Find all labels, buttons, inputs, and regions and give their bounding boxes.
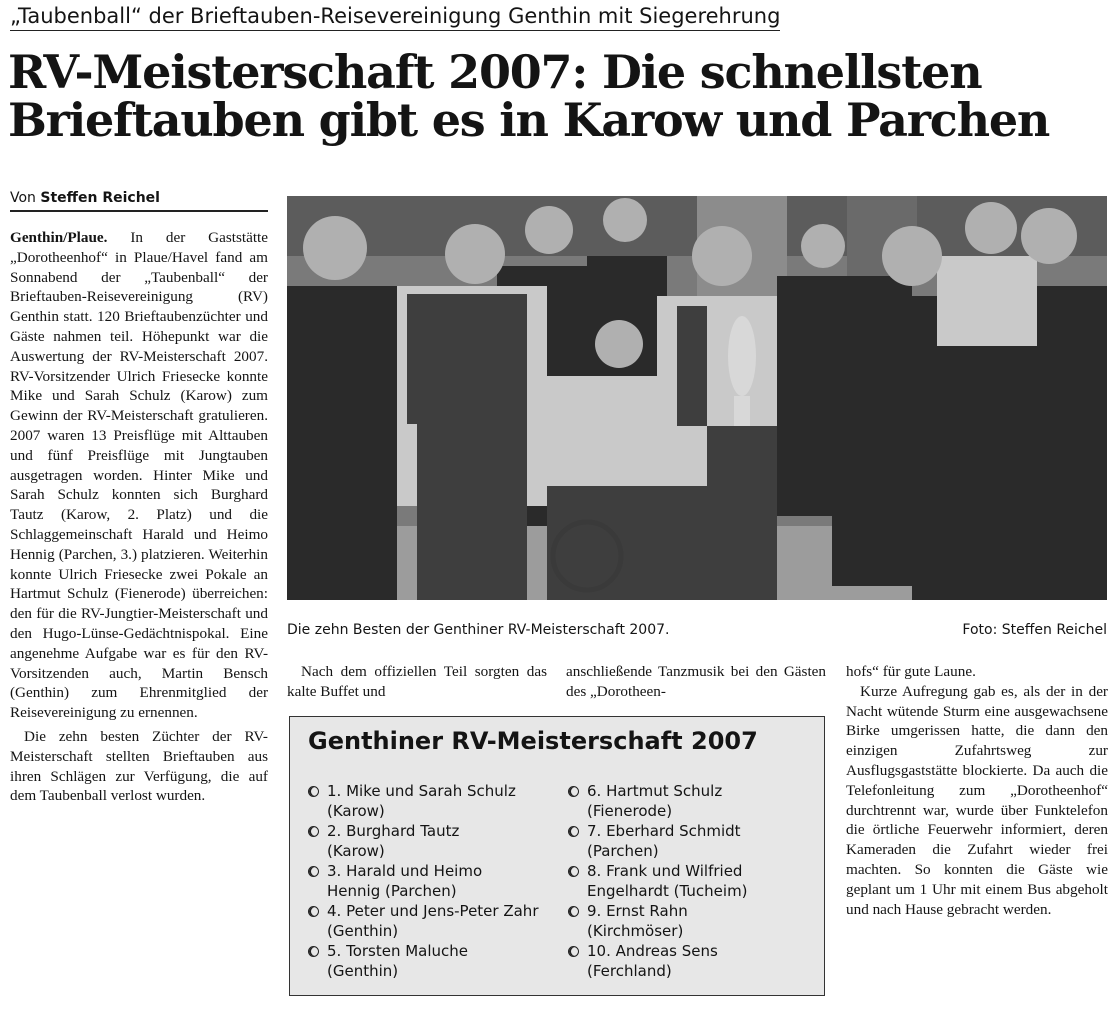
result-item — [308, 821, 558, 861]
group-photo — [287, 196, 1107, 600]
result-item — [308, 941, 558, 981]
bullet-icon — [568, 866, 579, 877]
result-item — [568, 941, 818, 981]
result-name: 1. Mike und Sarah Schulz — [327, 782, 516, 800]
bullet-icon — [568, 786, 579, 797]
result-location: (Fienerode) — [587, 802, 673, 820]
result-location: (Parchen) — [587, 842, 659, 860]
headline — [8, 45, 1108, 147]
bullet-icon — [308, 826, 319, 837]
result-name: 3. Harald und Heimo — [327, 862, 483, 880]
bullet-icon — [568, 906, 579, 917]
result-item — [568, 861, 818, 901]
article-paragraph-1: In der Gaststätte „Dorotheenhof“ in Plaue/Havel fand am Sonnabend der „Taubenball“ der Brieftauben-Reisevereinigung (RV) Genthin statt. 120 Brieftaubenzüchter und Gäste nahmen teil. Höhepunkt war die Auswertung der RV-Meisterschaft 2007. RV-Vorsitzender Ulrich Friesecke konnte Mike und Sarah Schulz (Karow) zum Gewinn der RV-Meisterschaft gratulieren. 2007 waren 13 Preisflüge mit Alttauben und fünf Preisflüge mit Jungtauben ausgetragen worden. Hinter Mike und Sarah Schulz konnten sich Burghard Tautz (Karow, 2. Platz) und die Schlaggemeinschaft Harald und Heimo Hennig (Parchen, 3.) platzieren. Weiterhin konnte Ulrich Friesecke zwei Pokale an Hartmut Schulz (Fienerode) überreichen: den für die RV-Jungtier-Meisterschaft und den Hugo-Lünse-Gedächtnispokal. Eine angenehme Aufgabe war es für den RV-Vorsitzenden auch, Martin Bensch (Genthin) zum Ehrenmitglied der Reisevereinigung zu ernennen. — [10, 229, 269, 722]
result-item — [568, 901, 818, 941]
result-name: 8. Frank und Wilfried — [587, 862, 743, 880]
result-location: (Kirchmöser) — [587, 922, 684, 940]
results-column-1 — [308, 781, 558, 981]
result-name: 4. Peter und Jens-Peter Zahr — [327, 902, 539, 920]
result-item — [308, 901, 558, 941]
article-paragraph-6: Kurze Aufregung gab es, als der in der Nacht wütende Sturm eine ausgewachsene Birke umgerissen hatte, die dann den einzigen Zufahrtsweg zur Ausflugsgaststätte blockierte. Da auch die Telefonleitung zum „Dorotheenhof“ durchtrennt war, wurde über Funktelefon die örtliche Feuerwehr informiert, deren Kameraden die Zufahrt wieder frei machten. So konnten die Gäste wie geplant um 1 Uhr mit einem Bus abgeholt und nach Hause gebracht werden. — [846, 682, 1108, 918]
result-location: (Genthin) — [327, 922, 399, 940]
bullet-icon — [308, 906, 319, 917]
article-paragraph-4: anschließende Tanzmusik bei den Gästen des „Dorotheen- — [566, 663, 826, 700]
byline — [10, 190, 268, 212]
result-item — [308, 781, 558, 821]
bullet-icon — [568, 946, 579, 957]
results-column-2 — [568, 781, 818, 981]
photo-caption-bar — [287, 622, 1107, 638]
article-column-middle-2 — [566, 662, 826, 702]
result-name: 2. Burghard Tautz — [327, 822, 460, 840]
result-location: Engelhardt (Tucheim) — [587, 882, 748, 900]
result-location: (Karow) — [327, 842, 385, 860]
result-name: 10. Andreas Sens — [587, 942, 718, 960]
bullet-icon — [308, 786, 319, 797]
result-location: (Genthin) — [327, 962, 399, 980]
photo-caption: Die zehn Besten der Genthiner RV-Meisterschaft 2007. — [287, 622, 670, 638]
result-item — [308, 861, 558, 901]
headline-line-2: Brieftauben gibt es in Karow und Parchen — [8, 93, 1050, 147]
result-name: 6. Hartmut Schulz — [587, 782, 723, 800]
bullet-icon — [308, 946, 319, 957]
bullet-icon — [308, 866, 319, 877]
results-title: Genthiner RV-Meisterschaft 2007 — [308, 727, 758, 755]
result-name: 9. Ernst Rahn — [587, 902, 688, 920]
article-column-middle-1 — [287, 662, 547, 702]
result-item — [568, 781, 818, 821]
result-location: (Ferchland) — [587, 962, 672, 980]
result-item — [568, 821, 818, 861]
byline-prefix: Von — [10, 190, 36, 206]
kicker: „Taubenball“ der Brieftauben-Reisevereinigung Genthin mit Siegerehrung — [10, 4, 780, 31]
dateline: Genthin/Plaue. — [10, 229, 108, 246]
photo-credit: Foto: Steffen Reichel — [962, 622, 1107, 638]
results-box — [289, 716, 825, 996]
result-location: (Karow) — [327, 802, 385, 820]
result-name: 5. Torsten Maluche — [327, 942, 469, 960]
byline-author: Steffen Reichel — [40, 190, 160, 206]
result-location: Hennig (Parchen) — [327, 882, 457, 900]
group-photo-illustration — [287, 196, 1107, 600]
article-column-right — [846, 662, 1108, 919]
bullet-icon — [568, 826, 579, 837]
article-paragraph-5: hofs“ für gute Laune. — [846, 663, 976, 680]
article-paragraph-3: Nach dem offiziellen Teil sorgten das kalte Buffet und — [287, 663, 547, 700]
article-column-left — [10, 228, 268, 806]
article-paragraph-2: Die zehn besten Züchter der RV-Meisterschaft stellten Brieftauben aus ihren Schlägen zur Verfügung, die auf dem Taubenball verlost wurden. — [10, 727, 268, 805]
headline-line-1: RV-Meisterschaft 2007: Die schnellsten — [8, 45, 982, 99]
result-name: 7. Eberhard Schmidt — [587, 822, 741, 840]
